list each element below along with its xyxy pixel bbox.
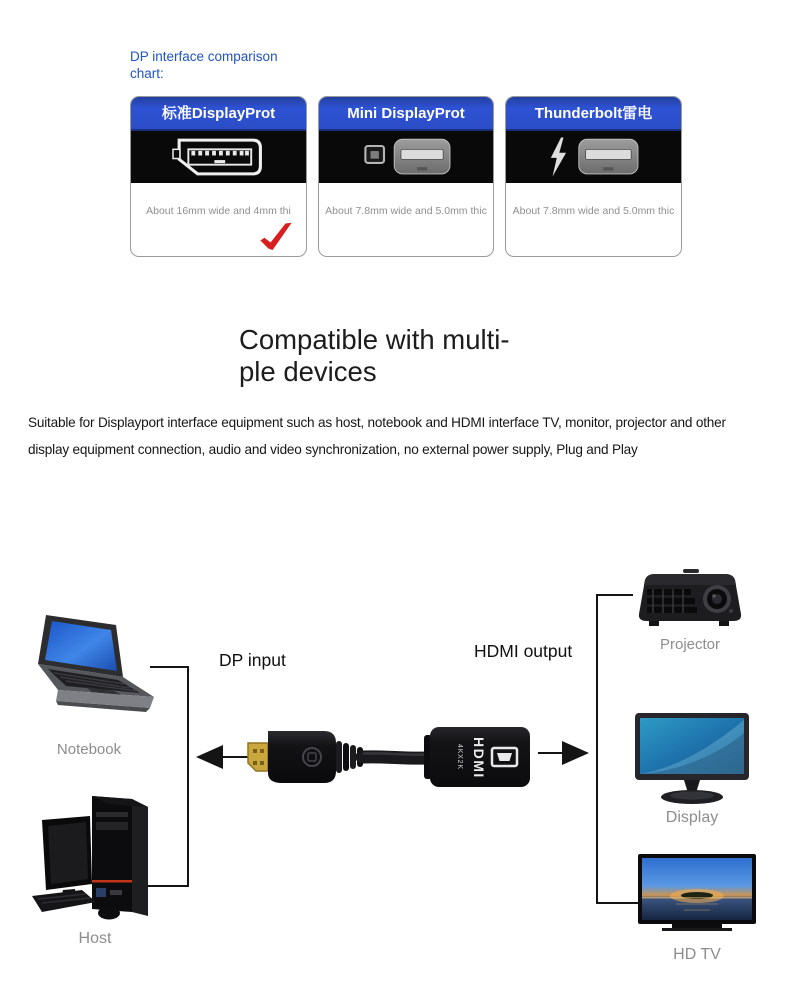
hdmi-output-arrow-icon [562,741,589,765]
left-bracket-vertical-line [187,666,189,887]
hdtv-image [636,852,758,942]
notebook-label: Notebook [56,741,122,758]
projector-label: Projector [659,636,721,653]
card-mini-displayport-header: Mini DisplayProt [319,97,493,131]
adapter-4kx2k-text: 4KX2K [456,744,463,770]
comparison-chart-title-line1: DP interface comparison [130,49,278,64]
hdmi-output-label: HDMI output [474,641,573,661]
card-mini-displayport-image-area [319,131,493,183]
host-label: Host [78,930,112,947]
thunderbolt-connector-icon [531,135,657,179]
card-standard-displayport [130,96,307,257]
left-bracket-bottom-line [147,885,189,887]
section-heading-line2: ple devices [239,355,377,387]
right-bracket-bottom-line [596,902,640,904]
monitor-image [632,711,752,805]
right-bracket-vertical-line [596,594,598,904]
card-standard-displayport-header: 标准DisplayProt [131,97,306,131]
displayport-connector-icon [156,134,282,180]
hdmi-output-arrow-stem [538,752,564,754]
card-standard-displayport-note: About 16mm wide and 4mm thi [146,205,291,217]
left-bracket-top-line [150,666,189,668]
display-label: Display [665,809,719,826]
adapter-hdmi-text: HDMI [471,737,487,779]
card-mini-displayport [318,96,494,257]
description-text [28,409,758,463]
dp-input-label: DP input [219,650,286,670]
card-standard-displayport-image-area [131,131,306,183]
dp-input-arrow-icon [196,745,223,769]
description-line1: Suitable for Displayport interface equipment such as host, notebook and HDMI interface TV, monitor, projector and other [28,415,726,430]
description-line2: display equipment connection, audio and video synchronization, no external power supply, Plug and Play [28,442,638,457]
projector-image [633,567,747,633]
mini-displayport-connector-icon [343,135,469,179]
right-bracket-top-line [596,594,633,596]
section-heading [239,324,510,387]
card-thunderbolt-note: About 7.8mm wide and 5.0mm thic [512,205,675,217]
notebook-image [18,611,160,735]
section-heading-line1: Compatible with multi- [239,324,510,355]
red-checkmark-icon [255,218,297,252]
dp-to-hdmi-adapter-image [240,718,536,796]
card-mini-displayport-note: About 7.8mm wide and 5.0mm thic [325,205,487,217]
desktop-host-image [30,792,160,926]
card-thunderbolt-image-area [506,131,681,183]
hdtv-label: HD TV [673,946,721,963]
comparison-chart-title-line2: chart: [130,65,164,81]
comparison-chart-title [130,49,350,82]
card-thunderbolt-header: Thunderbolt雷电 [506,97,681,131]
card-thunderbolt [505,96,682,257]
